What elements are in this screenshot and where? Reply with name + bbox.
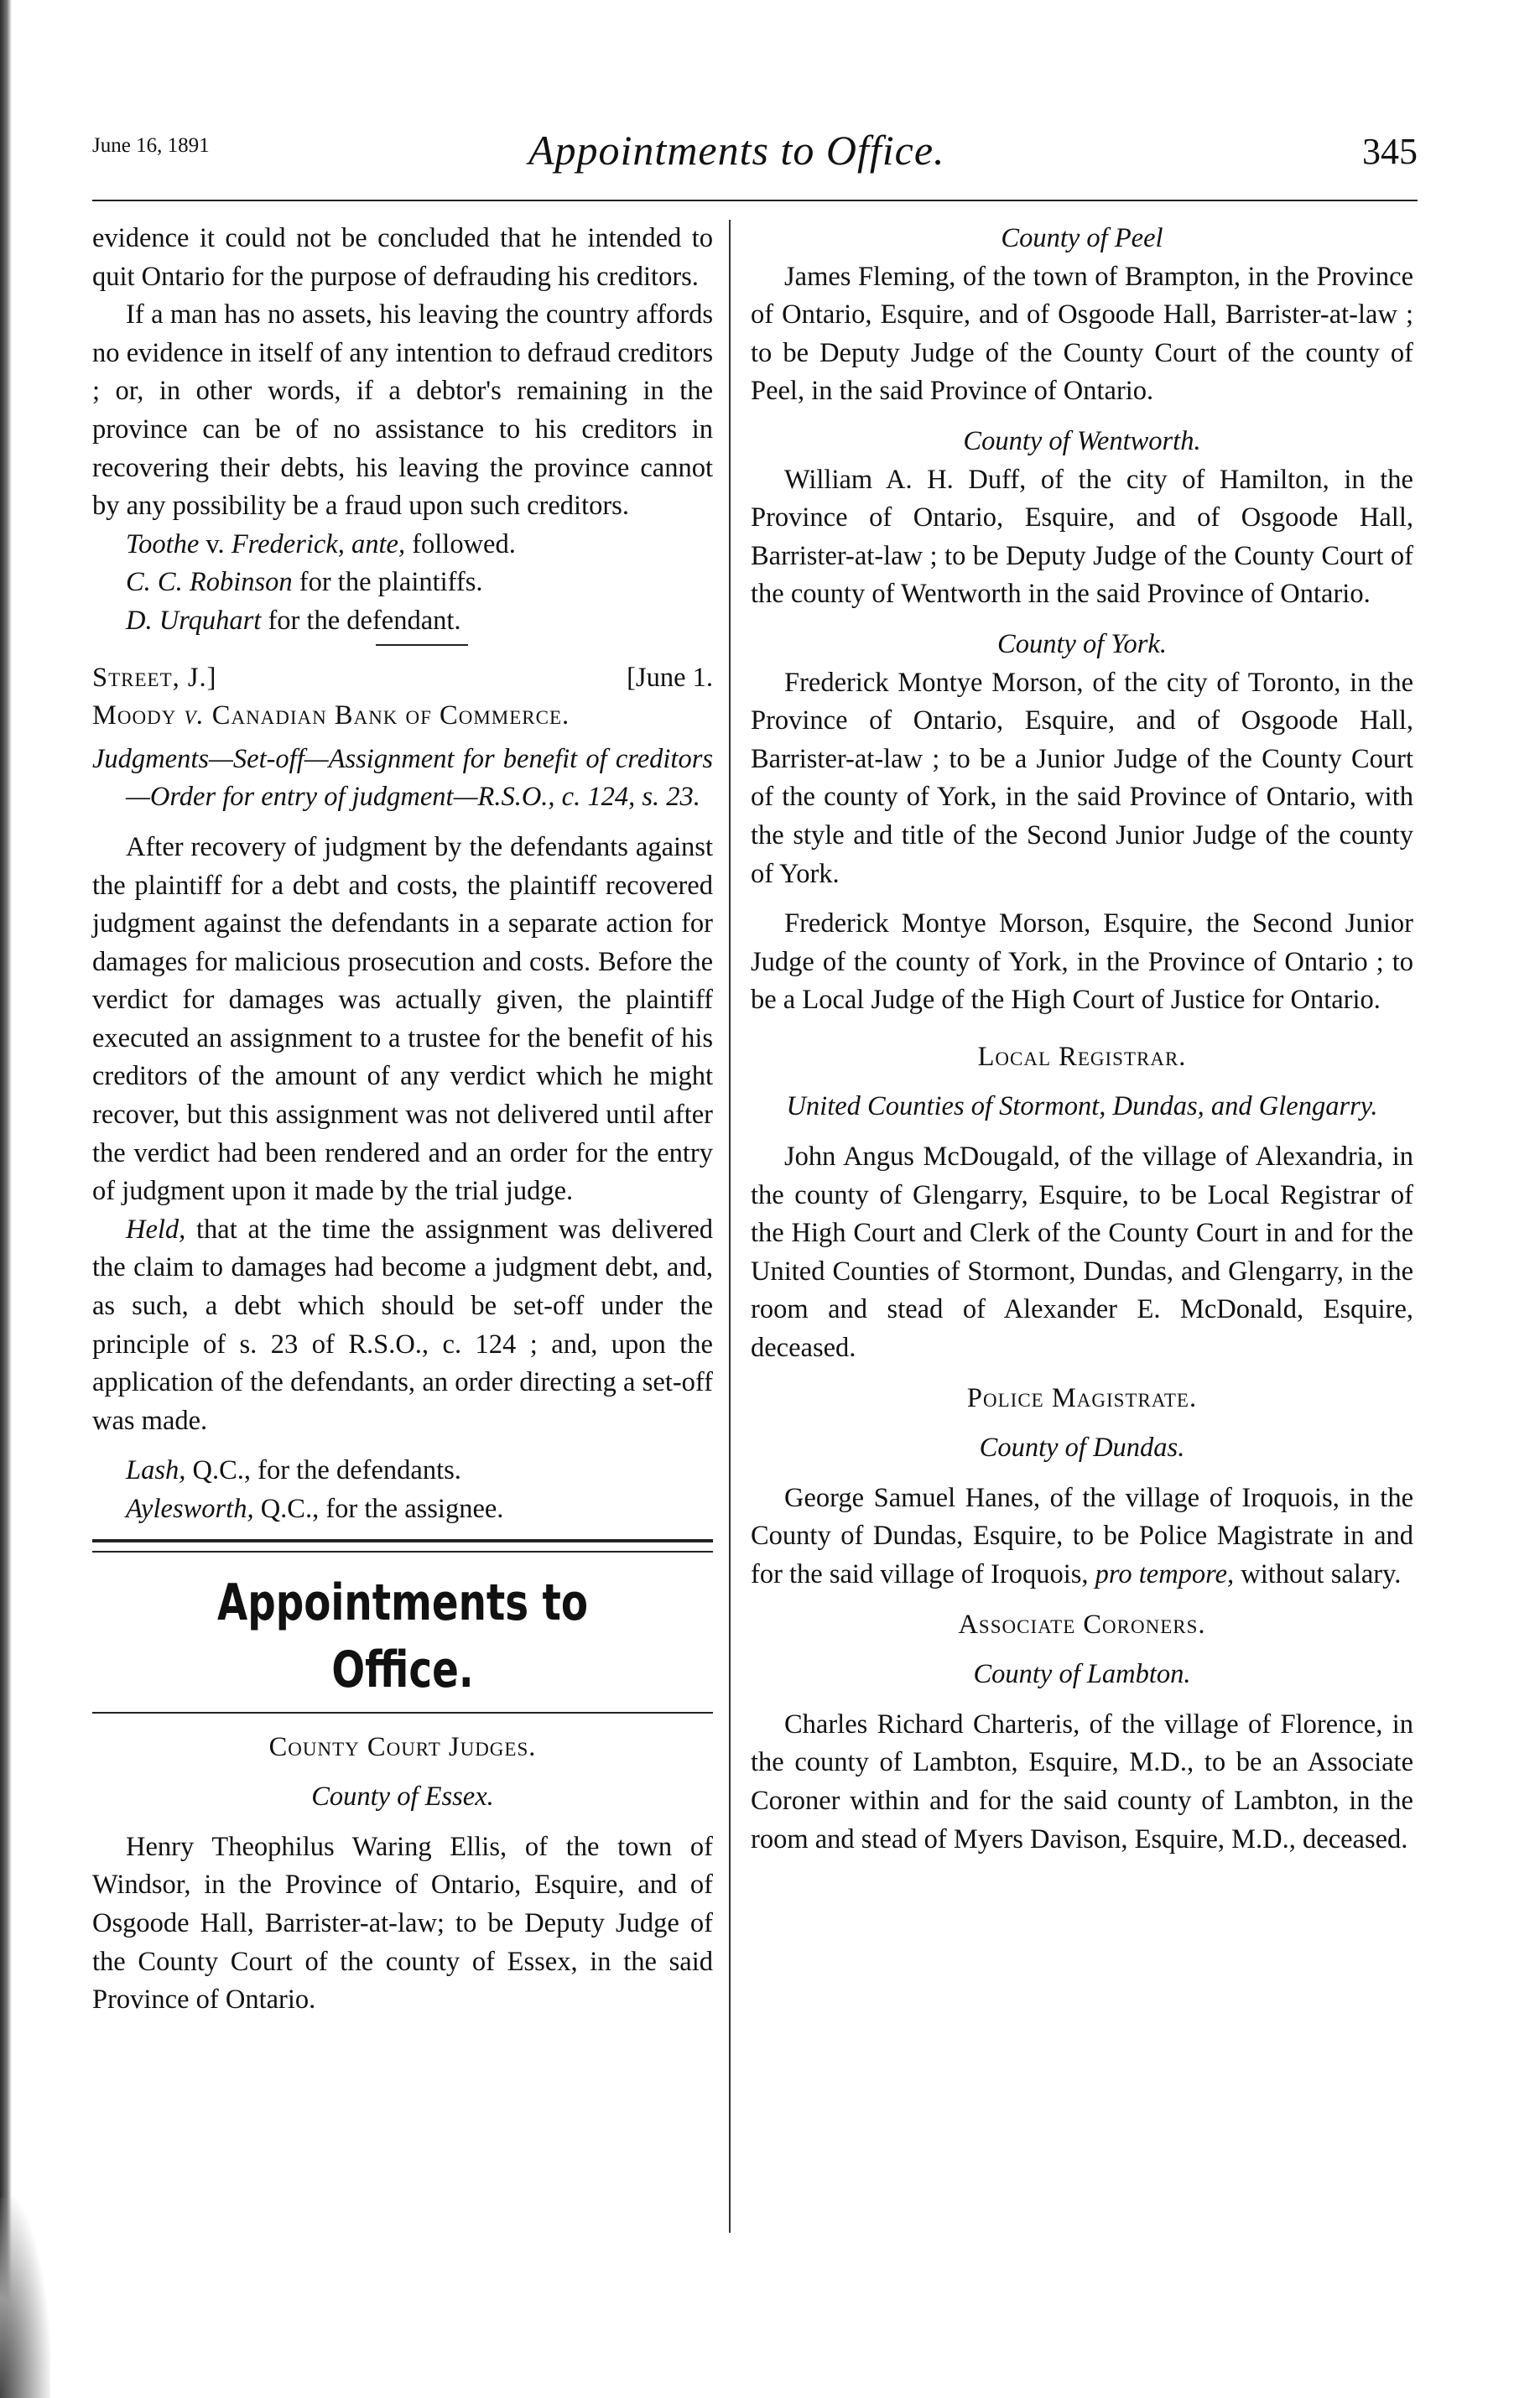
section-rule bbox=[92, 1712, 713, 1714]
paragraph: If a man has no assets, his leaving the country affords no evidence in itself of any intention to defraud creditors ; or, in other words, if a debtor's remaining in the province can be of no assistance to his creditors in recovering their debts, his leaving the province cannot by any possibility be a fraud upon such creditors. bbox=[92, 299, 713, 522]
county-heading: County of Lambton. bbox=[973, 1659, 1191, 1690]
header-date: June 16, 1891 bbox=[92, 134, 210, 157]
short-rule bbox=[376, 644, 468, 646]
header-title: Appointments to Office. bbox=[528, 127, 945, 174]
versus: v. bbox=[176, 700, 212, 731]
counsel-name: D. Urquhart bbox=[126, 605, 262, 636]
appointment-text: John Angus McDougald, of the village of Alexandria, in the county of Glengarry, Esquire, to be Local Registrar of the High Court and Clerk of the County Court in and for the United Counties of Stormont, Dundas, and Glengarry, in the room and stead of Alexander E. McDonald, Esquire, deceased. bbox=[751, 1142, 1413, 1364]
counsel-line bbox=[92, 602, 713, 641]
page-header bbox=[92, 126, 1418, 193]
versus: v. bbox=[199, 528, 232, 559]
county-heading: County of Peel bbox=[1001, 223, 1163, 253]
case-facts: After recovery of judgment by the defendants against the plaintiff for a debt and costs, the plaintiff recovered judgment against the defendants in a separate action for damages for malicious prosecution and costs. Before the verdict for damages was actually given, the plaintiff executed an assignment to a trustee for the benefit of his creditors of the amount of any verdict which he might recover, but this assignment was not delivered until after the verdict had been rendered and an order for the entry of judgment upon it made by the trial judge. bbox=[92, 831, 713, 1207]
judge-name: Street, J.] bbox=[92, 662, 217, 693]
case-date: [June 1. bbox=[627, 662, 713, 693]
section-title: Appointments to Office. bbox=[217, 1573, 588, 1699]
text: George Samuel Hanes, of the village of Iroquois, in the County of Dundas, Esquire, to be Police Magistrate in and for the said village of Iroquois, bbox=[751, 1482, 1413, 1589]
held-word: Held, bbox=[126, 1214, 186, 1245]
counsel-name: C. C. Robinson bbox=[126, 567, 293, 598]
appointment-text bbox=[751, 1480, 1413, 1594]
county-heading: County of York. bbox=[997, 628, 1167, 659]
text: without salary. bbox=[1234, 1559, 1402, 1589]
case-party: Moody bbox=[92, 700, 177, 731]
case-header bbox=[92, 659, 713, 698]
case-title bbox=[92, 697, 713, 736]
appointment-text: William A. H. Duff, of the city of Hamilton, in the Province of Ontario, Esquire, and of Osgoode Hall, Barrister-at-law ; to be Deputy Judge of the County Court of the county of Wentworth in the said Province of Ontario. bbox=[751, 464, 1413, 610]
column-divider bbox=[729, 220, 731, 2233]
county-heading: County of Dundas. bbox=[979, 1433, 1185, 1464]
left-column bbox=[92, 220, 713, 2020]
counsel-role: for the defendant. bbox=[261, 605, 461, 636]
counsel-line bbox=[92, 564, 713, 602]
headnote: Judgments—Set-off—Assignment for benefit of creditors—Order for entry of judgment—R.S.O., c. 124, s. 23. bbox=[92, 743, 713, 813]
case-name: Toothe bbox=[126, 528, 200, 559]
county-heading: County of Wentworth. bbox=[963, 425, 1201, 456]
subsection-heading: County Court Judges. bbox=[268, 1731, 537, 1762]
page-number: 345 bbox=[1362, 131, 1418, 172]
counsel-line bbox=[92, 1490, 713, 1529]
corner-smudge bbox=[0, 2198, 50, 2398]
holding bbox=[92, 1211, 713, 1441]
latin-phrase: pro tempore, bbox=[1095, 1559, 1235, 1589]
case-followed bbox=[92, 526, 713, 564]
subsection-heading: Police Magistrate. bbox=[966, 1382, 1198, 1413]
counsel-role: Q.C., for the assignee. bbox=[253, 1494, 504, 1524]
county-heading: United Counties of Stormont, Dundas, and Glengarry. bbox=[786, 1091, 1378, 1122]
appointment-text: Charles Richard Charteris, of the village of Florence, in the county of Lambton, Esquire, M.D., to be an Associate Coroner within and for the said county of Lambton, in the room and stead of Myers Davison, Esquire, M.D., deceased. bbox=[751, 1709, 1413, 1854]
counsel-line bbox=[92, 1452, 713, 1490]
subsection-heading: Local Registrar. bbox=[977, 1041, 1187, 1072]
county-heading: County of Essex. bbox=[311, 1782, 494, 1813]
case-name: Frederick, ante, bbox=[231, 528, 406, 559]
text: followed. bbox=[405, 528, 516, 559]
right-column bbox=[751, 220, 1413, 1859]
counsel-role: Q.C., for the defendants. bbox=[185, 1455, 461, 1486]
appointment-text: Frederick Montye Morson, Esquire, the Second Junior Judge of the county of York, in the Province of Ontario ; to be a Local Judge of the High Court of Justice for Ontario. bbox=[751, 908, 1413, 1016]
counsel-name: Lash, bbox=[126, 1455, 186, 1486]
appointment-text: James Fleming, of the town of Brampton, in the Province of Ontario, Esquire, and of Osgoode Hall, Barrister-at-law ; to be Deputy Judge of the County Court of the county of Peel, in the said Province of Ontario. bbox=[751, 261, 1413, 407]
appointment-text: Henry Theophilus Waring Ellis, of the town of Windsor, in the Province of Ontario, Esquire, and of Osgoode Hall, Barrister-at-law; to be Deputy Judge of the County Court of the county of Essex, in the said Province of Ontario. bbox=[92, 1831, 713, 2016]
holding-text: that at the time the assignment was delivered the claim to damages had become a judgment debt, and, as such, a debt which should be set-off under the principle of s. 23 of R.S.O., c. 124 ; and, upon the application of the defendants, an order directing a set-off was made. bbox=[92, 1214, 713, 1436]
counsel-role: for the plaintiffs. bbox=[292, 567, 483, 598]
appointment-text: Frederick Montye Morson, of the city of Toronto, in the Province of Ontario, Esquire, and of Osgoode Hall, Barrister-at-law ; to be a Junior Judge of the County Court of the county of York, in the said Province of Ontario, with the style and title of the Second Junior Judge of the county of York. bbox=[751, 667, 1413, 889]
case-party: Canadian Bank of Commerce. bbox=[211, 700, 570, 731]
page-edge-shadow bbox=[0, 0, 12, 2398]
counsel-name: Aylesworth, bbox=[126, 1494, 254, 1524]
paragraph: evidence it could not be concluded that he intended to quit Ontario for the purpose of defrauding his creditors. bbox=[92, 223, 713, 292]
section-rule bbox=[92, 1539, 713, 1553]
subsection-heading: Associate Coroners. bbox=[958, 1609, 1206, 1640]
header-rule bbox=[92, 200, 1418, 201]
